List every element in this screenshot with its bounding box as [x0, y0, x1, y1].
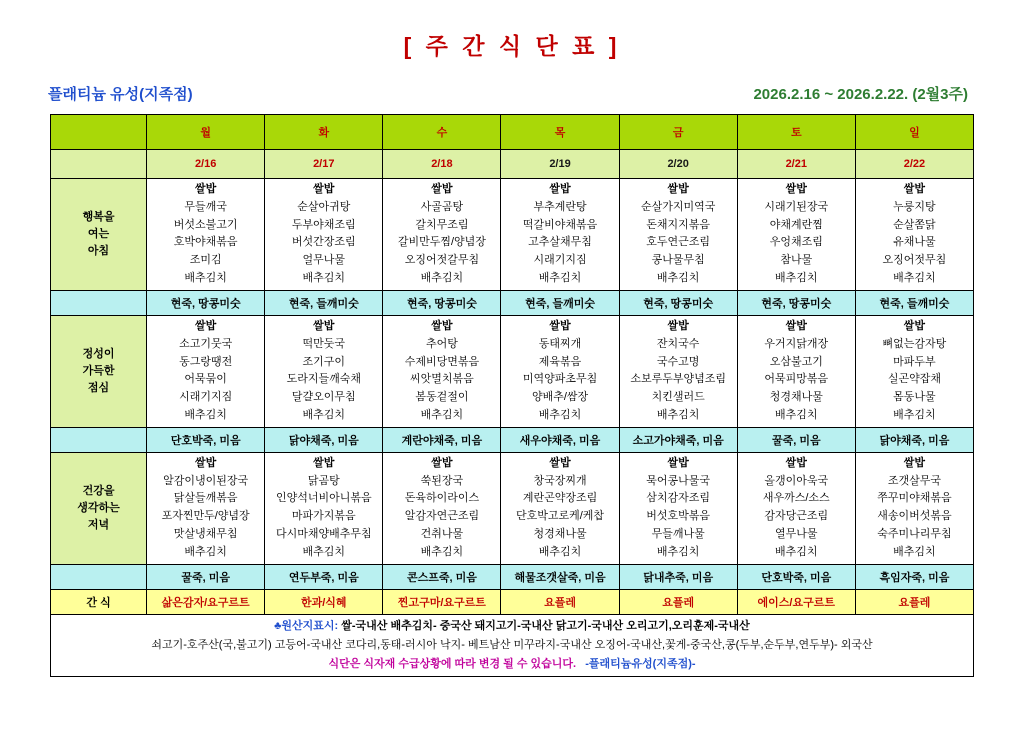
- page-title: [ 주 간 식 단 표 ]: [403, 33, 621, 59]
- dish-item: 떡갈비야채볶음: [522, 218, 598, 231]
- dish-cell: [737, 179, 855, 291]
- dish-item: 쌀밥: [313, 456, 335, 469]
- dish-item: 참나물: [780, 254, 813, 267]
- dish-item: 배추김치: [775, 408, 818, 421]
- snack-item: 요플레: [855, 589, 973, 614]
- corner-cell: [51, 115, 147, 150]
- disclaimer-note: [52, 655, 972, 674]
- date-range: 2026.2.16 ~ 2026.2.22. (2월3주): [753, 86, 968, 103]
- dish-item: 시래기지짐: [533, 254, 587, 267]
- dish-item: 어묵묶이: [184, 373, 227, 386]
- dish-item: 오삼불고기: [769, 355, 823, 368]
- dish-item: 치킨샐러드: [651, 391, 705, 404]
- dish-item: 배추김치: [656, 408, 700, 421]
- side-item: 현죽, 땅콩미숫: [383, 290, 501, 315]
- notes-row: [51, 614, 974, 677]
- dish-item: 쌀밥: [431, 183, 453, 195]
- dish-item: 실곤약잡채: [887, 373, 941, 386]
- dish-item: 배추김치: [538, 408, 582, 421]
- dish-item: 배추김치: [184, 408, 227, 421]
- dish-item: 순살아귀탕: [297, 200, 351, 213]
- dish-item: 열무나물: [775, 528, 818, 540]
- dish-cell: [855, 179, 973, 291]
- dish-item: 마파두부: [893, 355, 936, 368]
- dish-item: 국수고명: [656, 355, 700, 368]
- meal-label-line: 저녁: [87, 518, 110, 531]
- dish-item: 우거지닭개장: [764, 337, 829, 350]
- dish-item: 유채나물: [893, 236, 936, 249]
- dish-item: 인양석너비아니볶음: [275, 492, 372, 505]
- dish-item: 갈비만두찜/양념장: [397, 236, 486, 249]
- dish-item: 쌀밥: [313, 183, 335, 195]
- meal-label-dinner: [51, 452, 147, 564]
- store-name: 플래티늄 유성(지족점): [48, 86, 193, 103]
- dish-item: 부추계란탕: [533, 200, 587, 213]
- origin-note-line-1: [52, 617, 972, 636]
- side-item: 현죽, 들깨미숫: [265, 290, 383, 315]
- dish-item: 맛살냉채무침: [173, 528, 238, 540]
- dish-item: 우엉채조림: [769, 236, 823, 249]
- meal-label-line: 점심: [87, 381, 110, 394]
- dish-item: 쌀밥: [903, 456, 926, 469]
- side-item: 현죽, 땅콩미숫: [737, 290, 855, 315]
- dish-cell: [383, 452, 501, 564]
- dish-item: 양배추/쌈장: [531, 391, 589, 404]
- dish-item: 무들깨국: [184, 200, 227, 213]
- side-row-dinner: [51, 564, 974, 589]
- dish-item: 포자찐만두/양념장: [161, 510, 250, 523]
- dish-item: 순살가지미역국: [640, 200, 716, 213]
- snack-item: 한과/식혜: [265, 589, 383, 614]
- dish-item: 돈육하이라이스: [404, 492, 480, 505]
- dish-item: 삼치감자조림: [646, 492, 711, 505]
- dish-item: 쌀밥: [785, 456, 807, 469]
- dish-cell: [383, 315, 501, 427]
- dish-item: 배추김치: [420, 408, 464, 421]
- dish-item: 알감자연근조림: [404, 510, 480, 523]
- side-item: 닭내추죽, 미음: [619, 564, 737, 589]
- dish-item: 추어탕: [425, 337, 458, 350]
- side-item: 현죽, 들깨미숫: [855, 290, 973, 315]
- dish-item: 오징어젓무침: [882, 254, 947, 267]
- dish-item: 묵어콩나물국: [646, 474, 711, 487]
- day-header-row: [51, 115, 974, 150]
- dish-item: 배추김치: [420, 272, 464, 285]
- side-item: 닭야채죽, 미음: [265, 427, 383, 452]
- dish-item: 시래기지짐: [179, 391, 233, 404]
- dish-item: 야채계란찜: [769, 218, 823, 231]
- meal-row-lunch: [51, 315, 974, 427]
- day-header-wed: 수: [383, 115, 501, 150]
- side-label-cell: [51, 564, 147, 589]
- meal-label-line: 가득한: [82, 364, 115, 377]
- side-item: 계란야채죽, 미음: [383, 427, 501, 452]
- dish-item: 배추김치: [893, 272, 936, 285]
- menu-table: [50, 114, 974, 677]
- origin-note-line-2: 쇠고기-호주산(국,불고기) 고등어-국내산 코다리,동태-러시아 낙지- 베트남산 미꾸라지-국내산 오징어-국내산,꽃게-중국산,콩(두부,순두부,연두부)- 외국산: [151, 638, 873, 651]
- dish-cell: [383, 179, 501, 291]
- side-item: 닭야채죽, 미음: [855, 427, 973, 452]
- dish-item: 시래기된장국: [764, 200, 829, 213]
- side-item: 흑임자죽, 미음: [855, 564, 973, 589]
- dish-cell: [147, 179, 265, 291]
- dish-item: 뼈없는감자탕: [882, 337, 947, 350]
- dish-item: 버섯간장조림: [291, 236, 356, 249]
- side-row-breakfast: [51, 290, 974, 315]
- dish-item: 쌀밥: [667, 319, 689, 332]
- dish-item: 배추김치: [656, 272, 700, 285]
- dish-cell: [501, 179, 619, 291]
- dish-cell: [855, 452, 973, 564]
- dish-item: 갈치무조림: [415, 218, 469, 231]
- snack-label: 간 식: [51, 589, 147, 614]
- side-item: 현죽, 들깨미숫: [501, 290, 619, 315]
- dish-cell: [501, 452, 619, 564]
- dish-item: 조기구이: [302, 355, 346, 368]
- day-header-sun: 일: [855, 115, 973, 150]
- dish-cell: [265, 315, 383, 427]
- dish-item: 쭈꾸미야채볶음: [877, 492, 952, 505]
- side-item: 소고가야채죽, 미음: [619, 427, 737, 452]
- dish-item: 쌀밥: [313, 319, 335, 332]
- side-item: 새우야채죽, 미음: [501, 427, 619, 452]
- dish-cell: [619, 315, 737, 427]
- dish-item: 배추김치: [538, 272, 582, 285]
- side-item: 꿀죽, 미음: [737, 427, 855, 452]
- dish-item: 배추김치: [302, 272, 346, 285]
- dish-item: 쌀밥: [195, 183, 217, 195]
- side-item: 해물조갯살죽, 미음: [501, 564, 619, 589]
- snack-item: 에이스/요구르트: [737, 589, 855, 614]
- date-tue: 2/17: [265, 150, 383, 179]
- date-header-row: [51, 150, 974, 179]
- dish-item: 쌀밥: [431, 319, 453, 332]
- day-header-sat: 토: [737, 115, 855, 150]
- side-item: 꿀죽, 미음: [147, 564, 265, 589]
- dish-cell: [737, 315, 855, 427]
- side-item: 현죽, 땅콩미숫: [147, 290, 265, 315]
- notes-cell: [51, 614, 974, 677]
- dish-item: 호두연근조림: [646, 236, 711, 249]
- dish-item: 버섯소불고기: [173, 218, 238, 231]
- dish-item: 쌀밥: [195, 319, 217, 332]
- dish-item: 누룽지탕: [893, 200, 936, 213]
- dish-item: 쌀밥: [903, 183, 926, 195]
- dish-item: 계란곤약장조림: [522, 492, 598, 505]
- dish-cell: [619, 179, 737, 291]
- day-header-mon: 월: [147, 115, 265, 150]
- dish-item: 건취나물: [420, 528, 464, 540]
- dish-item: 단호박고로케/케찹: [515, 510, 605, 523]
- day-header-thu: 목: [501, 115, 619, 150]
- dish-item: 미역양파초무침: [522, 373, 598, 386]
- dish-item: 청경채나물: [533, 528, 587, 540]
- meal-label-line: 여는: [87, 227, 110, 240]
- dish-item: 수제비당면볶음: [404, 355, 480, 368]
- dish-item: 얼무나물: [302, 254, 346, 267]
- disclaimer-text: 식단은 식자재 수급상황에 따라 변경 될 수 있습니다.: [328, 658, 577, 671]
- dish-item: 배추김치: [893, 545, 936, 558]
- meal-label-lunch: [51, 315, 147, 427]
- dish-item: 콩나물무침: [651, 254, 705, 267]
- side-row-lunch: [51, 427, 974, 452]
- dish-item: 창국장찌개: [533, 474, 587, 487]
- meal-row-dinner: [51, 452, 974, 564]
- dish-item: 배추김치: [302, 545, 346, 558]
- disclaimer-signature: -플래티늄유성(지족점)-: [585, 658, 696, 671]
- date-sun: 2/22: [855, 150, 973, 179]
- side-item: 단호박죽, 미음: [147, 427, 265, 452]
- dish-item: 호박야채볶음: [173, 236, 238, 249]
- meal-label-line: 행복을: [82, 210, 115, 223]
- dish-item: 봄동겉절이: [415, 391, 469, 404]
- dish-item: 숙주미나리무침: [877, 528, 952, 540]
- dish-item: 마파가지볶음: [291, 510, 356, 523]
- meal-label-line: 생각하는: [77, 501, 120, 514]
- dish-item: 동태찌개: [538, 337, 582, 350]
- meal-label-line: 정성이: [82, 347, 115, 360]
- dish-item: 오징어젓갈무침: [404, 254, 480, 267]
- dish-item: 배추김치: [538, 545, 582, 558]
- dish-item: 쌀밥: [667, 456, 689, 469]
- weekly-menu-page: [0, 28, 1024, 752]
- dish-item: 소보루두부양념조림: [630, 373, 726, 386]
- dish-item: 배추김치: [656, 545, 700, 558]
- dish-item: 조미김: [189, 254, 222, 267]
- dish-item: 쌀밥: [549, 183, 571, 195]
- dish-item: 닭살들깨볶음: [173, 492, 238, 505]
- day-header-fri: 금: [619, 115, 737, 150]
- dish-cell: [619, 452, 737, 564]
- dish-cell: [265, 452, 383, 564]
- dish-item: 무들깨나물: [651, 528, 705, 540]
- day-header-tue: 화: [265, 115, 383, 150]
- dish-item: 사골곰탕: [420, 200, 464, 213]
- dish-item: 배추김치: [775, 545, 818, 558]
- dish-item: 쌀밥: [785, 319, 807, 332]
- side-item: 단호박죽, 미음: [737, 564, 855, 589]
- dish-cell: [501, 315, 619, 427]
- dish-item: 쌀밥: [549, 319, 571, 332]
- dish-item: 배추김치: [184, 272, 227, 285]
- date-mon: 2/16: [147, 150, 265, 179]
- side-label-cell: [51, 427, 147, 452]
- dish-item: 어묵피망볶음: [764, 373, 829, 386]
- dish-item: 동그랑땡전: [179, 355, 233, 368]
- dish-item: 쌀밥: [549, 456, 571, 469]
- origin-note-prefix: ♣원산지표시:: [274, 619, 342, 632]
- dish-item: 도라지들깨숙채: [286, 373, 361, 386]
- meal-label-line: 아침: [87, 244, 110, 257]
- dish-cell: [147, 315, 265, 427]
- dish-item: 다시마채양배추무침: [275, 528, 372, 540]
- side-item: 현죽, 땅콩미숫: [619, 290, 737, 315]
- meal-label-line: 건강을: [82, 484, 115, 497]
- side-item: 연두부죽, 미음: [265, 564, 383, 589]
- dish-item: 고추살채무침: [528, 236, 592, 249]
- dish-item: 돈채지지볶음: [646, 218, 711, 231]
- dish-item: 새송이버섯볶음: [877, 510, 952, 523]
- dish-item: 떡만둣국: [302, 337, 346, 350]
- dish-item: 제육볶음: [538, 355, 582, 368]
- dish-item: 배추김치: [420, 545, 464, 558]
- dish-cell: [737, 452, 855, 564]
- snack-item: 요플레: [619, 589, 737, 614]
- dish-item: 쌀밥: [903, 319, 926, 332]
- dish-item: 순살쫌닭: [893, 218, 936, 231]
- meal-row-breakfast: [51, 179, 974, 291]
- dish-item: 새우까스/소스: [762, 492, 830, 505]
- dish-item: 쌀밥: [785, 183, 807, 195]
- dish-item: 알감이냉이된장국: [163, 474, 249, 487]
- dish-item: 조갯살무국: [887, 474, 941, 487]
- date-thu: 2/19: [501, 150, 619, 179]
- subheader: [0, 83, 1024, 104]
- date-corner-cell: [51, 150, 147, 179]
- dish-item: 달걀오이무침: [291, 391, 356, 404]
- dish-cell: [265, 179, 383, 291]
- dish-item: 청경채나물: [769, 391, 823, 404]
- snack-row: [51, 589, 974, 614]
- dish-item: 배추김치: [184, 545, 227, 558]
- snack-item: 삶은감자/요구르트: [147, 589, 265, 614]
- origin-note-body: 쌀-국내산 배추김치- 중국산 돼지고기-국내산 닭고기-국내산 오리고기,오리훈제-국내산: [341, 619, 750, 632]
- side-item: 콘스프죽, 미음: [383, 564, 501, 589]
- date-fri: 2/20: [619, 150, 737, 179]
- snack-item: 찐고구마/요구르트: [383, 589, 501, 614]
- date-sat: 2/21: [737, 150, 855, 179]
- dish-item: 버섯호박볶음: [646, 510, 711, 523]
- snack-item: 요플레: [501, 589, 619, 614]
- dish-item: 배추김치: [893, 408, 936, 421]
- dish-item: 쌀밥: [431, 456, 453, 469]
- dish-item: 소고기뭇국: [179, 337, 233, 350]
- dish-cell: [855, 315, 973, 427]
- dish-item: 몸동나물: [893, 391, 936, 404]
- dish-item: 쌀밥: [195, 456, 217, 469]
- dish-item: 배추김치: [775, 272, 818, 285]
- dish-item: 닭곰탕: [307, 474, 340, 487]
- dish-item: 씨앗멸치볶음: [410, 373, 474, 386]
- dish-item: 두부야채조림: [291, 218, 356, 231]
- side-label-cell: [51, 290, 147, 315]
- dish-item: 배추김치: [302, 408, 346, 421]
- meal-label-breakfast: [51, 179, 147, 291]
- dish-item: 감자당근조림: [764, 510, 829, 523]
- dish-cell: [147, 452, 265, 564]
- dish-item: 쌀밥: [667, 183, 689, 195]
- dish-item: 잔치국수: [656, 337, 700, 350]
- dish-item: 올갱이아욱국: [764, 474, 829, 487]
- dish-item: 쑥된장국: [420, 474, 464, 487]
- date-wed: 2/18: [383, 150, 501, 179]
